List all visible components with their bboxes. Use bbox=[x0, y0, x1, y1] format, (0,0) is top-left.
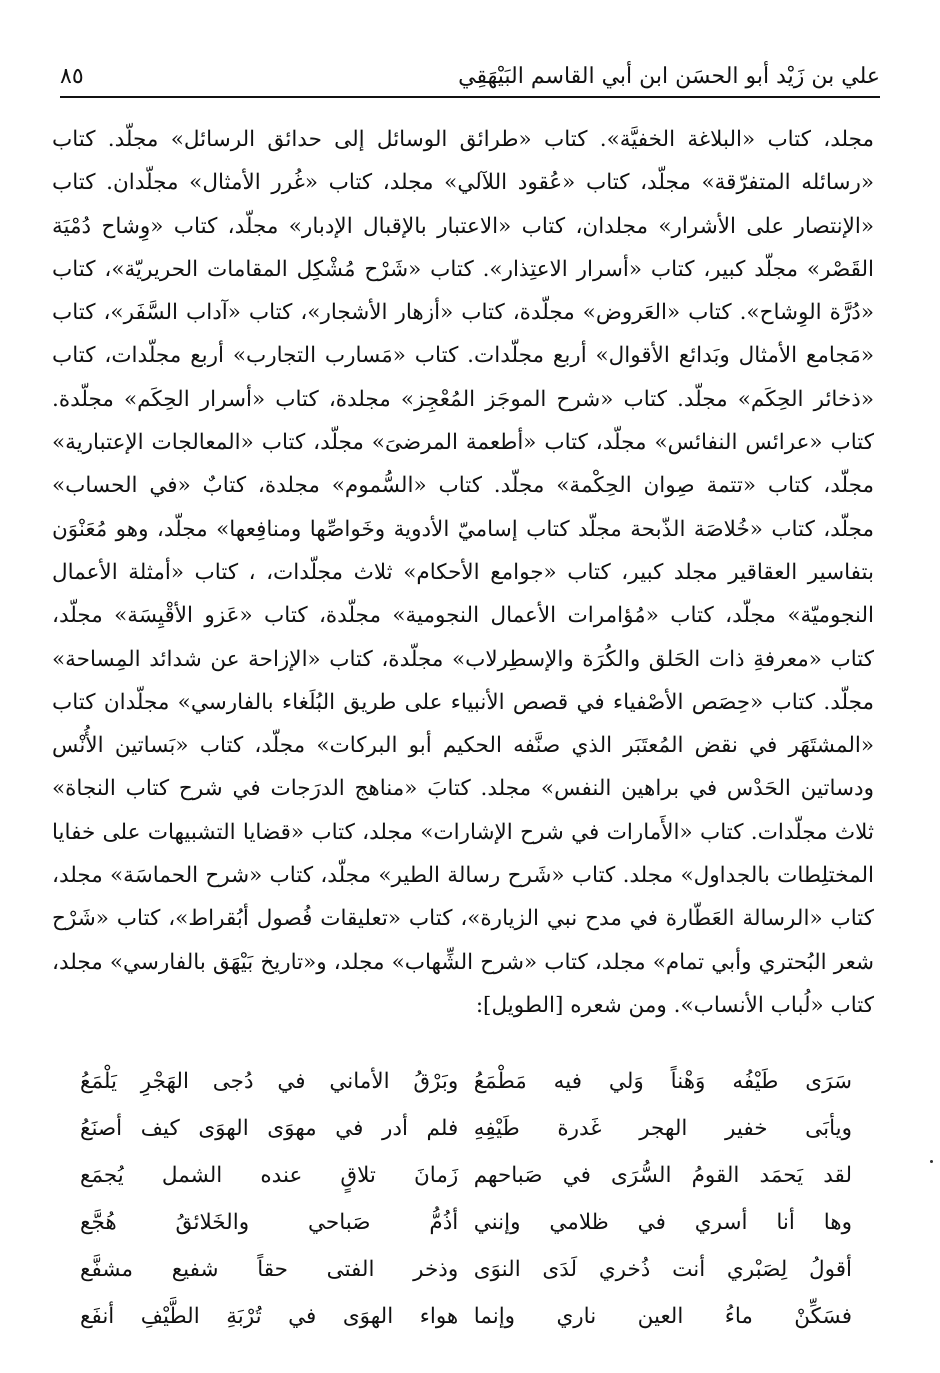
verse-line bbox=[80, 1246, 852, 1293]
header-rule bbox=[60, 96, 880, 98]
margin-speck bbox=[930, 1160, 933, 1163]
verse-line bbox=[80, 1058, 852, 1105]
verse-second-hemistich: زَمانَ تلاقٍ عنده الشمل يُجمَع bbox=[80, 1163, 459, 1188]
verse-first-hemistich: أقولُ لِصَبْري أنت ذُخري لَدَى النوَى bbox=[473, 1257, 852, 1282]
verse-line bbox=[80, 1199, 852, 1246]
verse-second-hemistich: هواء الهوَى في تُرْبَةِ الطَّيْفِ أنفَع bbox=[80, 1304, 459, 1329]
page-header bbox=[60, 52, 880, 92]
verse-line bbox=[80, 1293, 852, 1340]
verse-second-hemistich: وبَرْقُ الأماني في دُجى الهَجْرِ يَلْمَعُ bbox=[80, 1069, 459, 1094]
main-paragraph: مجلد، كتاب «البلاغة الخفيَّة». كتاب «طرائق الوسائل إلى حدائق الرسائل» مجلّد. كتاب «رسائله المتفرّقة» مجلّد، كتاب «عُقود اللآلي» مجلد، كتاب «غُرر الأمثال» مجلّدان. كتاب «الإنتصار على الأشرار» مجلدان، كتاب «الاعتبار بالإقبال الإدبار» مجلّد، كتاب «وِشاح دُمْيَة القَصْر» مجلّد كبير، كتاب «أسرار الاعتِذار». كتاب «شَرْح مُشْكِل المقامات الحريريّة»، كتاب «دُرَّة الوِشاح». كتاب «العَروض» مجلّدة، كتاب «أزهار الأشجار»، كتاب «آداب السَّفَر»، كتاب «مَجامع الأمثال وبَدائع الأقوال» أربع مجلّدات. كتاب «مَسارب التجارب» أربع مجلّدات، كتاب «ذخائر الحِكَم» مجلّد. كتاب «شرح الموجَز المُعْجِز» مجلدة، كتاب «أسرار الحِكَم» مجلّدة. كتاب «عرائس النفائس» مجلّد، كتاب «أطعمة المرضىَ» مجلّد، كتاب «المعالجات الإعتبارية» مجلّد، كتاب «تتمة صِوان الحِكْمة» مجلّد. كتاب «السُّموم» مجلدة، كتابٌ «في الحساب» مجلّد، كتاب «خُلاصَة الذّبحة مجلّد كتاب إساميّ الأدوية وخَواصِّها ومنافِعها» مجلّد، وهو مُعَنْوَن بتفاسير العقاقير مجلد كبير، كتاب «جوامع الأحكام» ثلاث مجلّدات، ، كتاب «أمثلة الأعمال النجوميّة» مجلّد، كتاب «مُؤامرات الأعمال النجومية» مجلّدة، كتاب «عَزو الأقْيِسَة» مجلّد، كتاب «معرفةِ ذات الحَلق والكُرَة والإسطِرلاب» مجلّدة، كتاب «الإزاحة عن شدائد المِساحة» مجلّد. كتاب «حِصَص الأصْفياء في قصص الأنبياء على طريق البُلَغاء بالفارسي» مجلّدان كتاب «المشتَهَر في نقض المُعتَبَر الذي صنَّفه الحكيم أبو البركات» مجلّد، كتاب «بَساتين الأُنْس ودساتين الحَدْس في براهين النفس» مجلد. كتابَ «مناهج الدرَجات في شرح كتاب النجاة» ثلاث مجلّدات. كتاب «الأَمارات في شرح الإشارات» مجلد، كتاب «قضايا التشبيهات على خفايا المختلِطات بالجداول» مجلد. كتاب «شَرح رسالة الطير» مجلّد، كتاب «شرح الحماسَة» مجلد، كتاب «الرسالة العَطّارة في مدح نبي الزيارة»، كتاب «تعليقات فُصول أبُقراط»، كتاب «شَرْح شعر البُحتري وأبي تمام» مجلد، كتاب «شرح الشِّهاب» مجلد، و«تاريخ بَيْهَق بالفارسي» مجلد، كتاب «لُباب الأنساب». ومن شعره [الطويل]: bbox=[52, 127, 874, 1018]
verse-first-hemistich: سَرَى طَيْفُه وَهْناً وَلي فيه مَطْمَعُ bbox=[473, 1069, 852, 1094]
poem bbox=[80, 1058, 852, 1340]
verse-first-hemistich: ويأبَى خفير الهجر غَدرة طَيْفِهِ bbox=[473, 1116, 852, 1141]
verse-first-hemistich: وها أنا أسري في ظلامي وإنني bbox=[473, 1210, 852, 1235]
verse-second-hemistich: فلم أدر في مهوَى الهوَى كيف أصنَعُ bbox=[80, 1116, 459, 1141]
verse-second-hemistich: أذُمُّ صَباحي والخَلائقُ هُجَّع bbox=[80, 1210, 459, 1235]
verse-second-hemistich: وذخر الفتى حقاً شفيع مشفَّع bbox=[80, 1257, 459, 1282]
verse-line bbox=[80, 1152, 852, 1199]
verse-first-hemistich: فسَكِّنْ ماءُ العين ناري وإنما bbox=[473, 1304, 852, 1329]
verse-line bbox=[80, 1105, 852, 1152]
page-number: ٨٥ bbox=[60, 64, 84, 89]
verse-first-hemistich: لقد يَحمَد القومُ السُّرَى في صَباحهم bbox=[473, 1163, 852, 1188]
running-title: علي بن زَيْد أبو الحسَن ابن أبي القاسم البَيْهَقِي bbox=[458, 64, 880, 89]
